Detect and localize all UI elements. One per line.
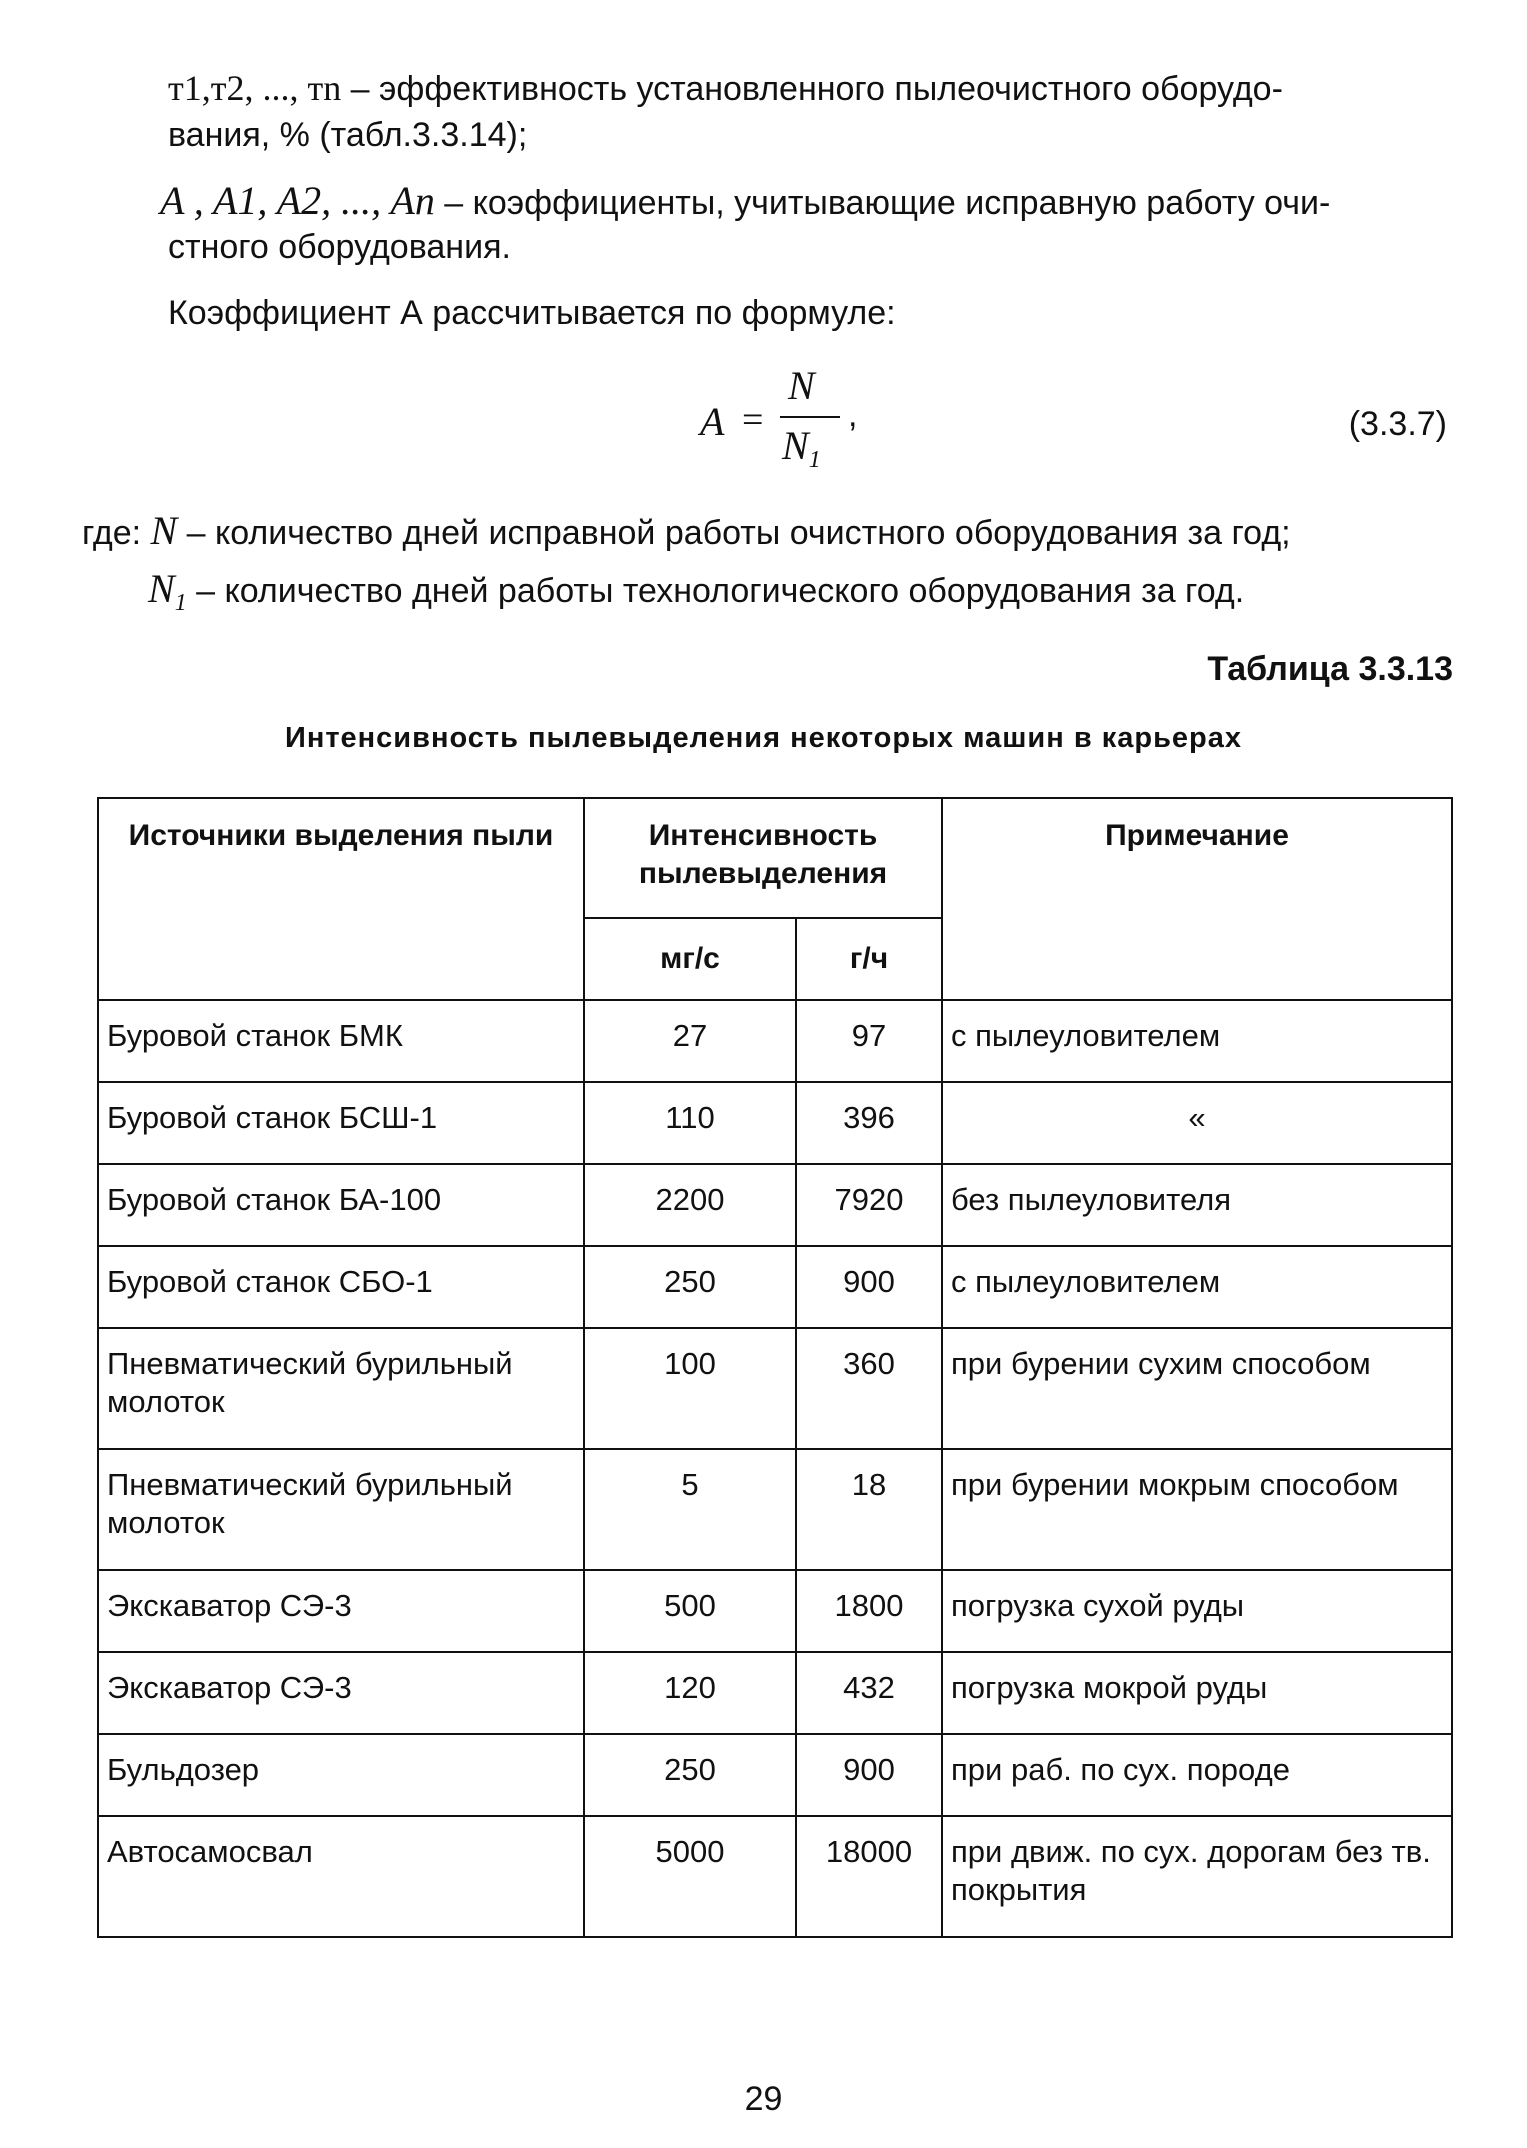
cell-gh: 97 — [796, 1000, 942, 1082]
cell-mgs: 120 — [584, 1652, 796, 1734]
formula-equals: = — [742, 399, 764, 441]
n-definition: – количество дней исправной работы очистного оборудования за год; — [177, 514, 1291, 552]
table-row — [98, 1570, 1452, 1652]
cell-mgs: 110 — [584, 1082, 796, 1164]
cell-gh: 18 — [796, 1449, 942, 1570]
table-row — [98, 1734, 1452, 1816]
header-note: Примечание — [942, 798, 1452, 1000]
table-row — [98, 1246, 1452, 1328]
cell-gh: 396 — [796, 1082, 942, 1164]
formula-comma: , — [848, 396, 858, 434]
cell-source: Буровой станок БСШ-1 — [98, 1082, 584, 1164]
table-number: Таблица 3.3.13 — [1207, 650, 1453, 688]
cell-note: с пылеуловителем — [942, 1246, 1452, 1328]
intro-line-4: стного оборудования. — [168, 228, 511, 266]
cell-gh: 18000 — [796, 1816, 942, 1937]
n1-symbol: $N_1$ — [148, 566, 187, 616]
cell-mgs: 27 — [584, 1000, 796, 1082]
cell-source: Пневматический бурильный молоток — [98, 1328, 584, 1449]
cell-gh: 900 — [796, 1246, 942, 1328]
header-unit-mgs: мг/с — [584, 918, 796, 1000]
cell-mgs: 2200 — [584, 1164, 796, 1246]
cell-mgs: 500 — [584, 1570, 796, 1652]
header-unit-gh: г/ч — [796, 918, 942, 1000]
table-row — [98, 1000, 1452, 1082]
table-row — [98, 1328, 1452, 1449]
equation-number: (3.3.7) — [1348, 405, 1447, 443]
cell-note: при бурении мокрым способом — [942, 1449, 1452, 1570]
cell-note: при движ. по сух. дорогам без тв. покрытия — [942, 1816, 1452, 1937]
intro-line-2: вания, % (табл.3.3.14); — [168, 116, 528, 154]
cell-note: при раб. по сух. породе — [942, 1734, 1452, 1816]
cell-source: Пневматический бурильный молоток — [98, 1449, 584, 1570]
table-body — [98, 1000, 1452, 1937]
cell-gh: 1800 — [796, 1570, 942, 1652]
cell-mgs: 250 — [584, 1734, 796, 1816]
efficiency-symbols: т1,т2, ..., тn — [168, 68, 342, 108]
table-row — [98, 1652, 1452, 1734]
page-number: 29 — [744, 2080, 783, 2118]
efficiency-definition: – эффективность установленного пылеочистного оборудо- — [341, 70, 1283, 108]
cell-gh: 7920 — [796, 1164, 942, 1246]
table-row — [98, 1449, 1452, 1570]
where-n-line: где: N – количество дней исправной работы очистного оборудования за год; — [82, 508, 1291, 553]
cell-note: погрузка сухой руды — [942, 1570, 1452, 1652]
formula-3-3-7 — [700, 363, 900, 478]
cell-source: Буровой станок СБО-1 — [98, 1246, 584, 1328]
header-source: Источники выделения пыли — [98, 798, 584, 1000]
table-row — [98, 1816, 1452, 1937]
cell-mgs: 5 — [584, 1449, 796, 1570]
table-caption: Интенсивность пылевыделения некоторых машин в карьерах — [284, 722, 1243, 754]
cell-note: « — [942, 1082, 1452, 1164]
intro-line-1 — [168, 65, 1283, 112]
cell-note: без пылеуловителя — [942, 1164, 1452, 1246]
table-row — [98, 1164, 1452, 1246]
cell-source: Автосамосвал — [98, 1816, 584, 1937]
cell-source: Буровой станок БА-100 — [98, 1164, 584, 1246]
cell-note: при бурении сухим способом — [942, 1328, 1452, 1449]
intro-line-3 — [160, 178, 1330, 226]
cell-gh: 432 — [796, 1652, 942, 1734]
cell-gh: 900 — [796, 1734, 942, 1816]
cell-gh: 360 — [796, 1328, 942, 1449]
cell-note: погрузка мокрой руды — [942, 1652, 1452, 1734]
coefficient-definition: – коэффициенты, учитывающие исправную работу очи- — [434, 184, 1331, 222]
cell-source: Экскаватор СЭ-3 — [98, 1570, 584, 1652]
cell-source: Экскаватор СЭ-3 — [98, 1652, 584, 1734]
cell-mgs: 5000 — [584, 1816, 796, 1937]
formula-numerator: N — [788, 363, 815, 408]
header-intensity: Интенсивность пылевыделения — [584, 798, 942, 918]
cell-note: с пылеуловителем — [942, 1000, 1452, 1082]
formula-intro: Коэффициент А рассчитывается по формуле: — [168, 294, 896, 332]
coefficient-symbols: A , A1, A2, ..., An — [160, 178, 435, 223]
fraction-bar — [780, 416, 840, 418]
cell-source: Буровой станок БМК — [98, 1000, 584, 1082]
where-n1-line — [148, 566, 1244, 614]
cell-mgs: 250 — [584, 1246, 796, 1328]
n-symbol: N — [150, 508, 178, 553]
table-row — [98, 1082, 1452, 1164]
cell-source: Бульдозер — [98, 1734, 584, 1816]
cell-mgs: 100 — [584, 1328, 796, 1449]
formula-lhs: A — [700, 399, 725, 444]
formula-denominator: $N_1$ — [782, 423, 821, 473]
dust-intensity-table — [97, 797, 1453, 1938]
n1-definition: – количество дней работы технологического оборудования за год. — [186, 572, 1245, 610]
